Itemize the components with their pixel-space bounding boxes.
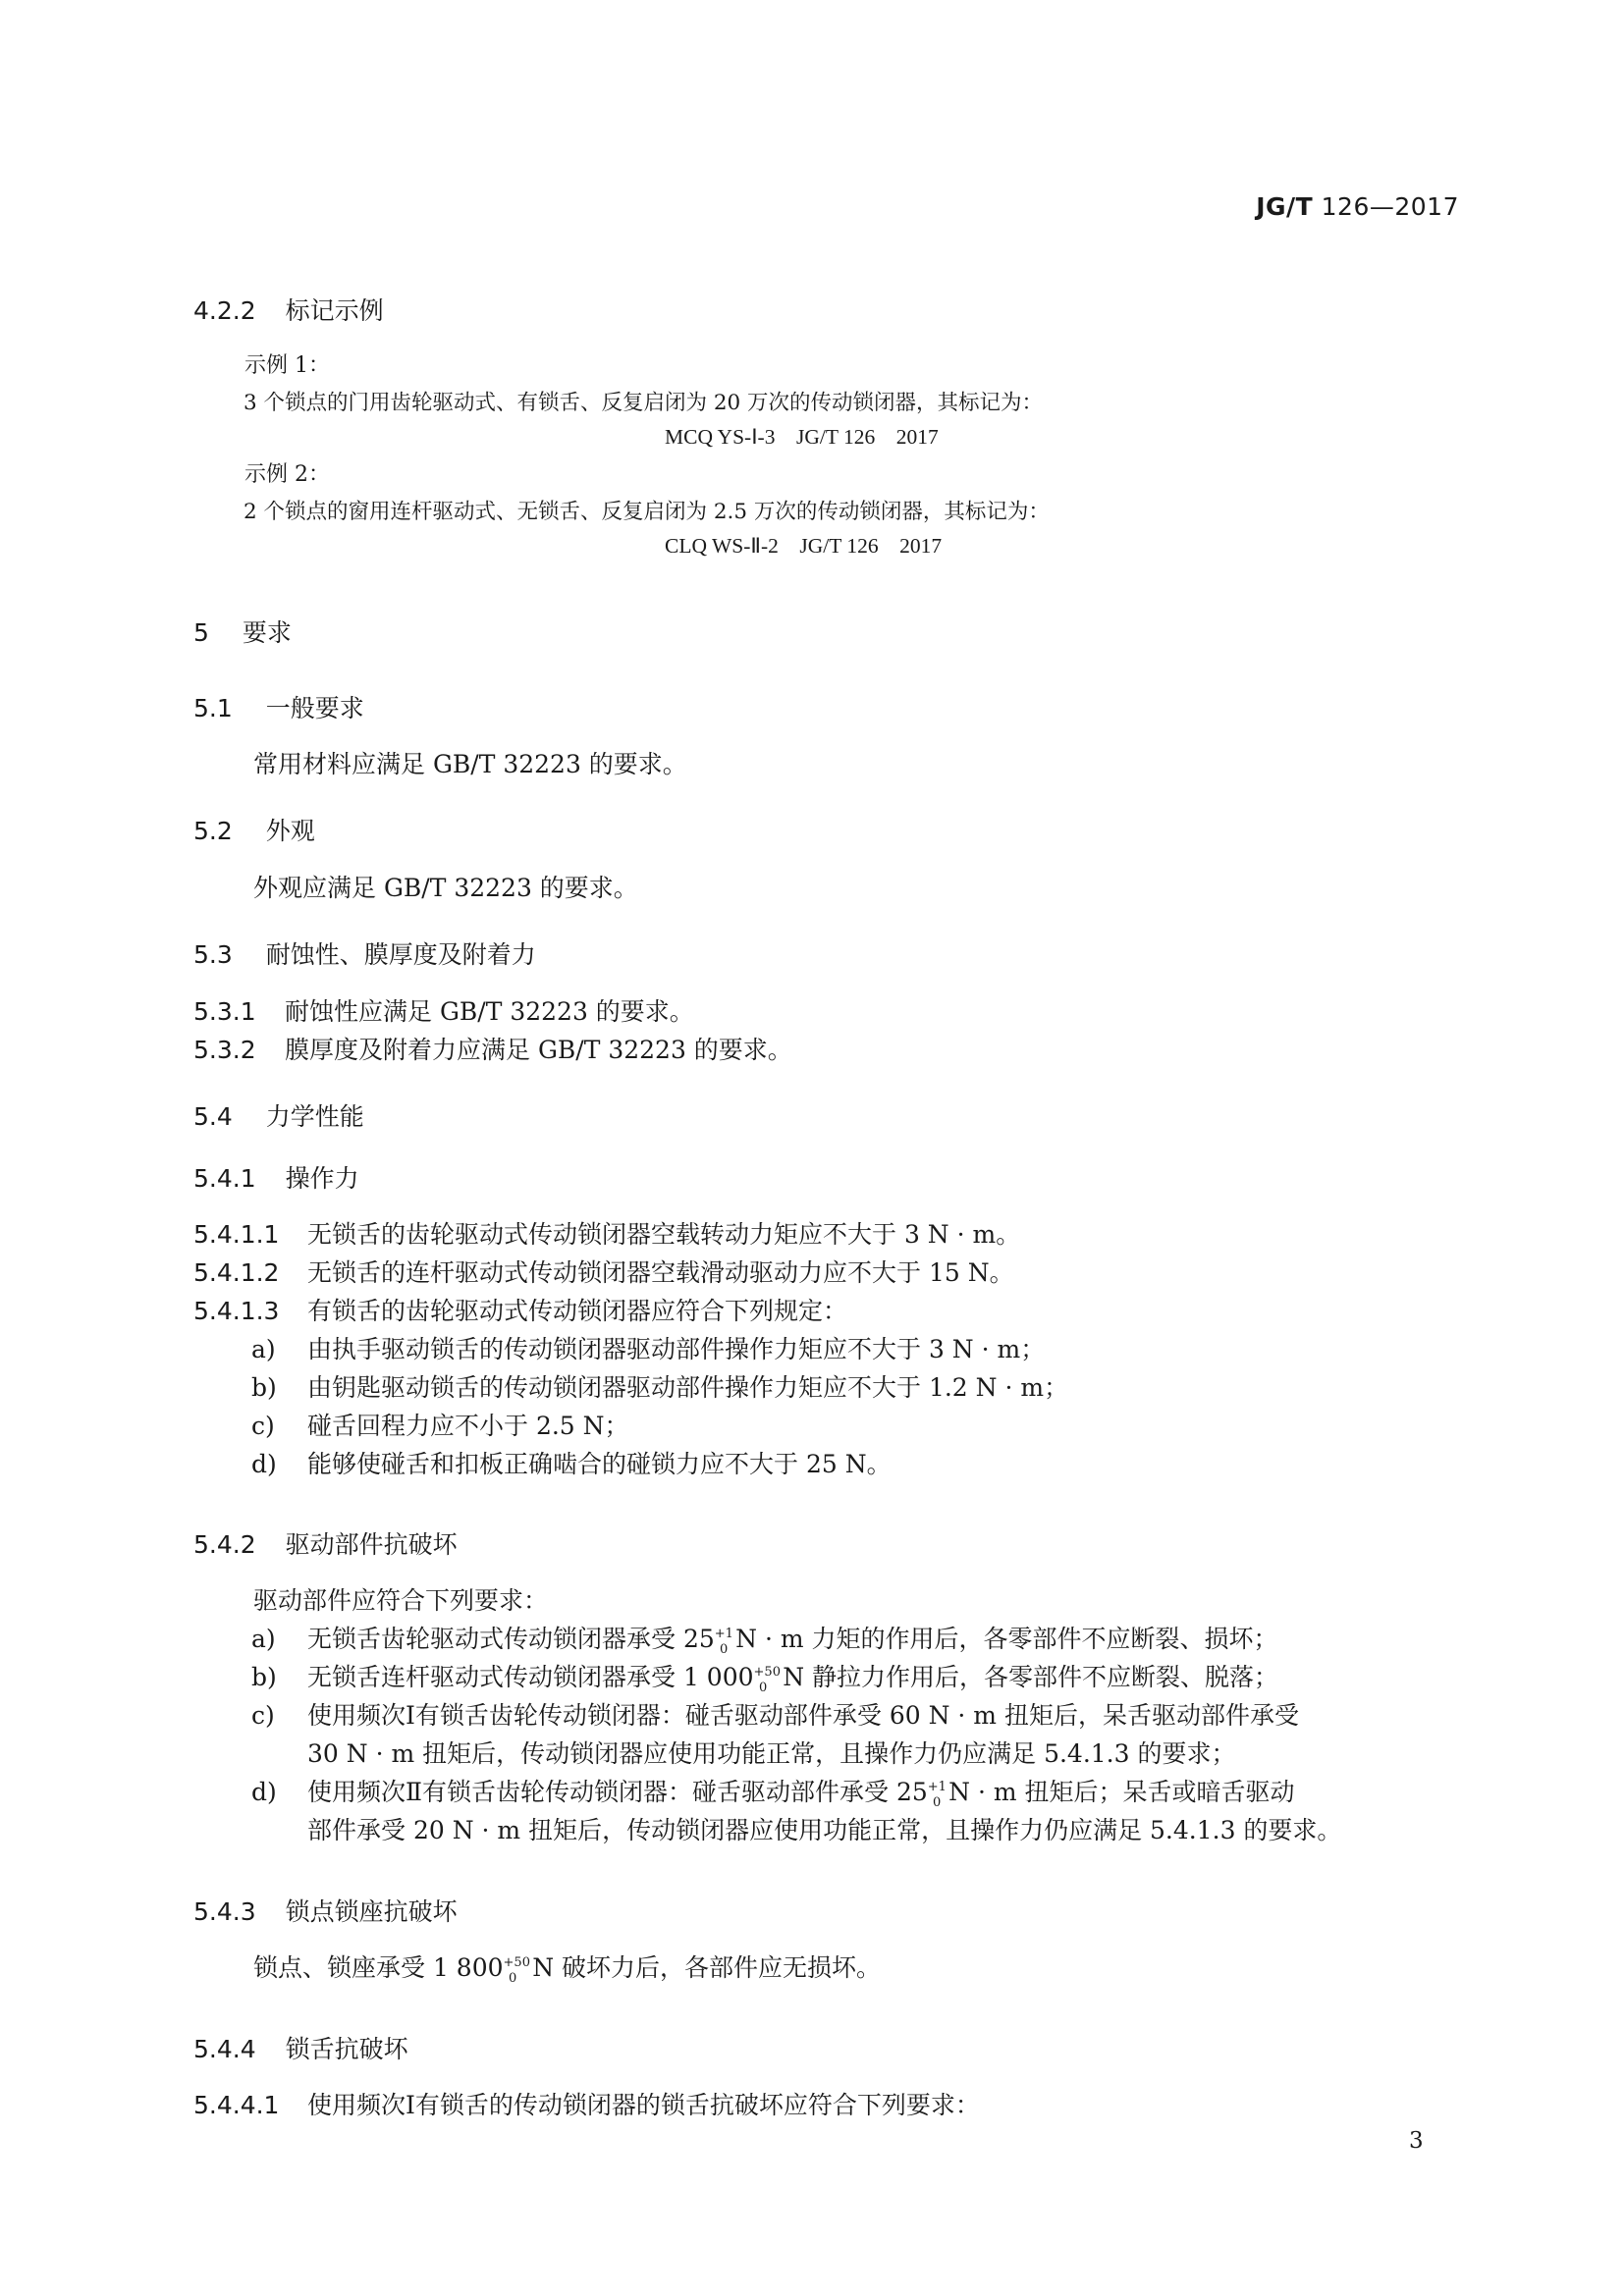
tolerance	[503, 1955, 530, 1986]
section-5-4-3-body	[253, 1953, 882, 1986]
heading-5	[193, 614, 292, 649]
example-1-text: 3 个锁点的门用齿轮驱动式、有锁舌、反复启闭为 20 万次的传动锁闭器，其标记为：	[244, 391, 1044, 415]
heading-5-4-2	[193, 1525, 458, 1561]
example-1-mark: MCQ YS-Ⅰ-3 JG/T 126 2017	[665, 425, 939, 449]
tolerance-upper: +1	[714, 1627, 733, 1641]
tolerance-lower: 0	[508, 1971, 517, 1986]
tolerance-upper: +50	[753, 1665, 781, 1680]
tolerance-lower: 0	[719, 1642, 729, 1657]
text-run: N 静拉力作用后，各零部件不应断裂、脱落；	[775, 1663, 1279, 1691]
section-title: 驱动部件抗破坏	[285, 1530, 458, 1559]
list-item: 由执手驱动锁舌的传动锁闭器驱动部件操作力矩应不大于 3 N · m；	[307, 1335, 1046, 1363]
heading-5-4-3	[193, 1893, 458, 1928]
heading-5-4-4	[193, 2030, 408, 2065]
list-label: c)	[251, 1412, 275, 1440]
text-run: 无锁舌齿轮驱动式传动锁闭器承受 25	[307, 1625, 715, 1653]
list-label: d)	[251, 1450, 277, 1478]
clause-text: 使用频次Ⅰ有锁舌的传动锁闭器的锁舌抗破坏应符合下列要求：	[307, 2091, 980, 2119]
clause-text: 无锁舌的齿轮驱动式传动锁闭器空载转动力矩应不大于 3 N · m。	[307, 1220, 1021, 1249]
list-item	[307, 1625, 1278, 1657]
example-2-mark: CLQ WS-Ⅱ-2 JG/T 126 2017	[665, 534, 943, 558]
doc-number: 126—2017	[1321, 192, 1459, 221]
section-5-2-body: 外观应满足 GB/T 32223 的要求。	[253, 874, 638, 902]
list-item: 碰舌回程力应不小于 2.5 N；	[307, 1412, 629, 1440]
heading-5-2	[193, 812, 315, 847]
heading-5-4	[193, 1097, 364, 1133]
list-label: c)	[251, 1701, 275, 1730]
section-number: 5.2	[193, 817, 233, 845]
text-run: 使用频次Ⅱ有锁舌齿轮传动锁闭器：碰舌驱动部件承受 25	[307, 1778, 928, 1806]
section-title: 一般要求	[265, 694, 364, 722]
list-label: b)	[251, 1663, 277, 1691]
section-number: 5.4	[193, 1102, 233, 1131]
example-2-label: 示例 2：	[244, 462, 330, 487]
tolerance-upper: +1	[927, 1780, 947, 1794]
doc-code: JG/T	[1256, 192, 1314, 221]
clause-number: 5.3.2	[193, 1036, 256, 1064]
list-label: a)	[251, 1335, 276, 1363]
document-code	[1256, 192, 1459, 221]
clause-text: 无锁舌的连杆驱动式传动锁闭器空载滑动驱动力应不大于 15 N。	[307, 1258, 1014, 1287]
list-label: b)	[251, 1373, 277, 1402]
page-number: 3	[1409, 2128, 1424, 2154]
text-run: 无锁舌连杆驱动式传动锁闭器承受 1 000	[307, 1663, 754, 1691]
heading-5-1	[193, 689, 364, 724]
section-number: 5.4.2	[193, 1530, 256, 1559]
tolerance-upper: +50	[503, 1955, 530, 1970]
list-label: a)	[251, 1625, 276, 1653]
section-title: 力学性能	[265, 1102, 364, 1131]
section-5-1-body: 常用材料应满足 GB/T 32223 的要求。	[253, 750, 687, 778]
text-run: N · m 力矩的作用后，各零部件不应断裂、损坏；	[728, 1625, 1278, 1653]
tolerance-lower: 0	[932, 1795, 942, 1810]
section-number: 5.3	[193, 940, 233, 969]
tolerance	[753, 1665, 781, 1695]
text-run: N 破坏力后，各部件应无损坏。	[524, 1953, 882, 1982]
section-title: 操作力	[285, 1164, 359, 1193]
tolerance	[714, 1627, 733, 1657]
section-title: 耐蚀性、膜厚度及附着力	[265, 940, 536, 969]
clause-number: 5.4.1.3	[193, 1297, 280, 1325]
section-title: 要求	[242, 618, 292, 647]
clause-number: 5.3.1	[193, 997, 256, 1026]
text-run: N · m 扭矩后；呆舌或暗舌驱动	[941, 1778, 1295, 1806]
example-2-text: 2 个锁点的窗用连杆驱动式、无锁舌、反复启闭为 2.5 万次的传动锁闭器，其标记为：	[244, 500, 1050, 524]
tolerance	[927, 1780, 947, 1810]
list-item: 能够使碰舌和扣板正确啮合的碰锁力应不大于 25 N。	[307, 1450, 892, 1478]
clause-number: 5.4.1.2	[193, 1258, 280, 1287]
list-item: 由钥匙驱动锁舌的传动锁闭器驱动部件操作力矩应不大于 1.2 N · m；	[307, 1373, 1069, 1402]
heading-5-3	[193, 935, 536, 971]
list-label: d)	[251, 1778, 277, 1806]
section-number: 5.1	[193, 694, 233, 722]
clause-number: 5.4.1.1	[193, 1220, 280, 1249]
list-item: 使用频次Ⅰ有锁舌齿轮传动锁闭器：碰舌驱动部件承受 60 N · m 扭矩后，呆舌驱动部件承受	[307, 1701, 1299, 1730]
clause-number: 5.4.4.1	[193, 2091, 280, 2119]
section-number: 4.2.2	[193, 296, 256, 325]
section-number: 5	[193, 618, 209, 647]
text-run: 锁点、锁座承受 1 800	[253, 1953, 504, 1982]
section-number: 5.4.3	[193, 1897, 256, 1926]
example-1-label: 示例 1：	[244, 353, 330, 378]
clause-text: 有锁舌的齿轮驱动式传动锁闭器应符合下列规定：	[307, 1297, 848, 1325]
tolerance-lower: 0	[758, 1681, 768, 1695]
list-item	[307, 1663, 1279, 1695]
list-item-continued: 部件承受 20 N · m 扭矩后，传动锁闭器应使用功能正常，且操作力仍应满足 5.4.1.3 的要求。	[307, 1816, 1342, 1844]
section-title: 锁点锁座抗破坏	[285, 1897, 458, 1926]
heading-5-4-1	[193, 1159, 359, 1195]
section-title: 锁舌抗破坏	[285, 2035, 408, 2063]
section-title: 标记示例	[285, 296, 384, 325]
list-item	[307, 1778, 1295, 1810]
heading-4-2-2	[193, 292, 384, 327]
section-intro: 驱动部件应符合下列要求：	[253, 1586, 549, 1615]
list-item-continued: 30 N · m 扭矩后，传动锁闭器应使用功能正常，且操作力仍应满足 5.4.1.3 的要求；	[307, 1739, 1236, 1768]
section-number: 5.4.1	[193, 1164, 256, 1193]
section-title: 外观	[265, 817, 315, 845]
clause-text: 膜厚度及附着力应满足 GB/T 32223 的要求。	[285, 1036, 792, 1064]
section-number: 5.4.4	[193, 2035, 256, 2063]
clause-text: 耐蚀性应满足 GB/T 32223 的要求。	[285, 997, 694, 1026]
